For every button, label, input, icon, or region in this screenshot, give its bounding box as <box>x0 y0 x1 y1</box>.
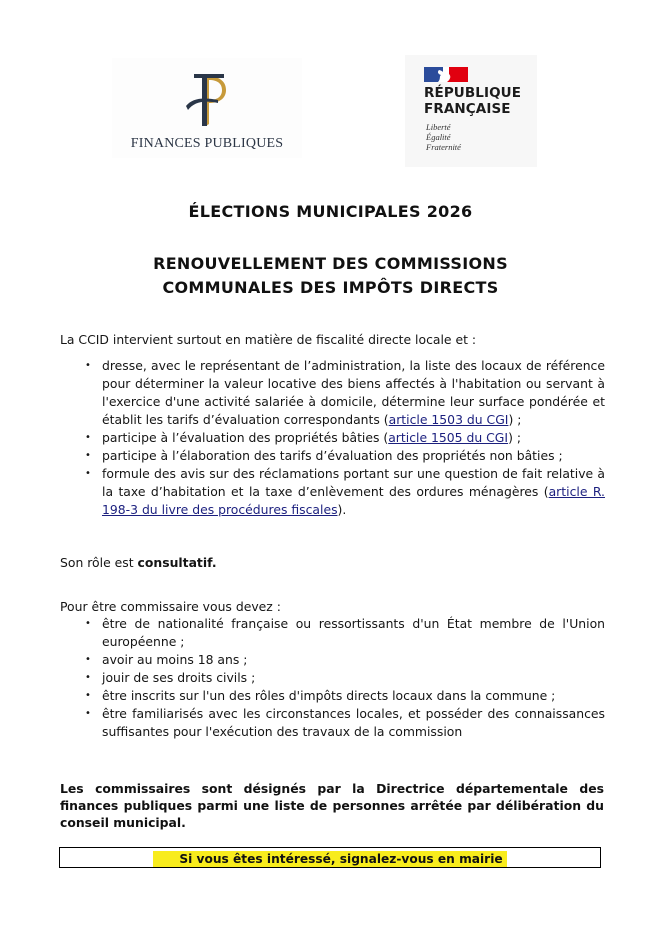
requirement-text: être de nationalité française ou ressortissants d'un État membre de l'Union européenne ; <box>102 616 605 649</box>
requirement-text: avoir au moins 18 ans ; <box>102 652 248 667</box>
link-article-1505-cgi[interactable]: article 1505 du CGI <box>388 430 509 445</box>
list-item <box>85 651 605 669</box>
mission-text-after: ) ; <box>508 430 522 445</box>
link-article-r198-3-lpf[interactable]: article R. 198-3 du livre des procédures fiscales <box>102 484 605 517</box>
callout-box <box>59 847 601 868</box>
document-title: ÉLECTIONS MUNICIPALES 2026 <box>188 202 473 221</box>
republique-francaise-title <box>424 85 521 117</box>
republique-francaise-logo <box>405 55 537 167</box>
motto-liberte: Liberté <box>426 122 451 132</box>
mission-text-after: ). <box>337 502 347 517</box>
fp-monogram-icon <box>184 70 228 130</box>
list-item <box>85 429 605 447</box>
list-item <box>85 357 605 429</box>
intro-paragraph: La CCID intervient surtout en matière de fiscalité directe locale et : <box>60 332 477 347</box>
requirement-text: être familiarisés avec les circonstances locales, et posséder des connaissances suffisantes pour l'exécution des travaux de la commission <box>102 706 605 739</box>
mission-text-after: ) ; <box>508 412 522 427</box>
motto-egalite: Égalité <box>426 132 451 142</box>
bullet-icon: • <box>85 618 91 629</box>
bullet-icon: • <box>85 654 91 665</box>
link-article-1503-cgi[interactable]: article 1503 du CGI <box>388 412 509 427</box>
bullet-icon: • <box>85 672 91 683</box>
marianne-flag-icon <box>424 67 468 82</box>
mission-text: participe à l’élaboration des tarifs d’évaluation des propriétés non bâties ; <box>102 448 563 463</box>
rf-title-line-2: FRANÇAISE <box>424 101 511 117</box>
finances-publiques-logo <box>112 58 302 158</box>
list-item <box>85 669 605 687</box>
bullet-icon: • <box>85 468 91 479</box>
role-value: consultatif. <box>137 555 217 570</box>
designation-paragraph: Les commissaires sont désignés par la Directrice départementale des finances publiques parmi une liste de personnes arrêtée par délibération du conseil municipal. <box>60 781 604 830</box>
document-subtitle <box>0 252 661 300</box>
callout-highlighted-text: Si vous êtes intéressé, signalez-vous en mairie <box>153 851 506 867</box>
motto-fraternite: Fraternité <box>426 142 461 152</box>
subtitle-line-2: COMMUNALES DES IMPÔTS DIRECTS <box>162 278 499 297</box>
bullet-icon: • <box>85 360 91 371</box>
bullet-icon: • <box>85 450 91 461</box>
list-item <box>85 687 605 705</box>
requirement-text: être inscrits sur l'un des rôles d'impôts directs locaux dans la commune ; <box>102 688 556 703</box>
rf-title-line-1: RÉPUBLIQUE <box>424 85 522 101</box>
subtitle-line-1: RENOUVELLEMENT DES COMMISSIONS <box>153 254 508 273</box>
finances-publiques-text: FINANCES PUBLIQUES <box>130 136 284 151</box>
requirement-text: jouir de ses droits civils ; <box>102 670 256 685</box>
mission-text: formule des avis sur des réclamations portant sur une question de fait relative à la taxe d’habitation et la taxe d’enlèvement des ordures ménagères ( <box>102 466 605 499</box>
requirements-intro: Pour être commissaire vous devez : <box>60 599 281 614</box>
republique-motto <box>426 122 461 152</box>
mission-text: dresse, avec le représentant de l’administration, la liste des locaux de référence pour déterminer la valeur locative des biens affectés à l'habitation ou servant à l'exercice d'une activité salariée à domicile, détermine leur surface pondérée et établit les tarifs d’évaluation correspondants ( <box>102 358 605 427</box>
role-prefix: Son rôle est <box>60 555 138 570</box>
list-item <box>85 465 605 519</box>
list-item <box>85 447 605 465</box>
bullet-icon: • <box>85 690 91 701</box>
requirements-list <box>85 615 605 741</box>
list-item <box>85 705 605 741</box>
mission-text: participe à l’évaluation des propriétés bâties ( <box>102 430 389 445</box>
missions-list <box>85 357 605 519</box>
bullet-icon: • <box>85 432 91 443</box>
role-paragraph <box>60 554 605 572</box>
list-item <box>85 615 605 651</box>
bullet-icon: • <box>85 708 91 719</box>
